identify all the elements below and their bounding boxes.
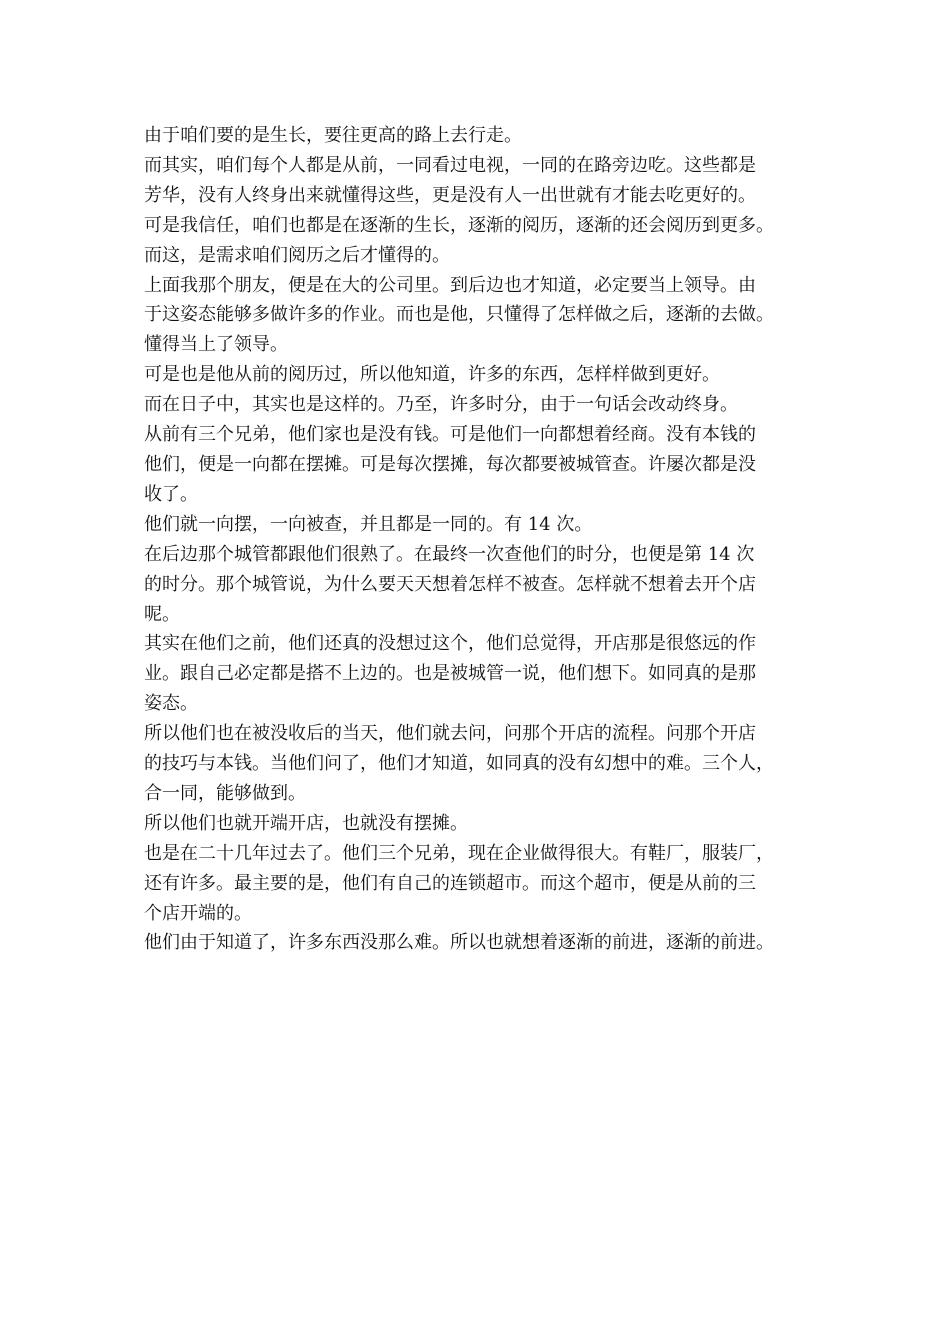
paragraph: 而这，是需求咱们阅历之后才懂得的。: [144, 244, 450, 266]
paragraph: 由于咱们要的是生长，要往更高的路上去行走。: [144, 125, 522, 146]
paragraph: 而其实，咱们每个人都是从前，一同看过电视，一同的在路旁边吃。这些都是 芳华，没有人终身出来就懂得这些，更是没有人一出世就有才能去吃更好的。: [144, 154, 756, 206]
paragraph: 其实在他们之前，他们还真的没想过这个，他们总觉得，开店那是很悠远的作 业。跟自己必定都是搭不上边的。也是被城管一说，他们想下。如同真的是那 姿态。: [144, 633, 756, 715]
paragraph: 可是也是他从前的阅历过，所以他知道，许多的东西，怎样样做到更好。: [144, 364, 720, 386]
paragraph: 他们就一向摆，一向被查，并且都是一同的。有 14 次。: [144, 513, 593, 535]
paragraph: 所以他们也在被没收后的当天，他们就去问，问那个开店的流程。问那个开店 的技巧与本钱。当他们问了，他们才知道，如同真的没有幻想中的难。三个人， 合一同，能够做到。: [144, 723, 774, 804]
paragraph: 在后边那个城管都跟他们很熟了。在最终一次查他们的时分，也便是第 14 次 的时分。那个城管说，为什么要天天想着怎样不被查。怎样就不想着去开个店 呢。: [144, 543, 756, 625]
paragraph: 他们由于知道了，许多东西没那么难。所以也就想着逐渐的前进，逐渐的前进。: [144, 932, 774, 954]
body-text: [144, 121, 834, 958]
paragraph: 所以他们也就开端开店，也就没有摆摊。: [144, 812, 468, 834]
paragraph: 上面我那个朋友，便是在大的公司里。到后边也才知道，必定要当上领导。由 于这姿态能够多做许多的作业。而也是他，只懂得了怎样做之后，逐渐的去做。 懂得当上了领导。: [144, 274, 774, 356]
paragraph: 从前有三个兄弟，他们家也是没有钱。可是他们一向都想着经商。没有本钱的 他们，便是一向都在摆摊。可是每次摆摊，每次都要被城管查。许屡次都是没 收了。: [144, 424, 756, 505]
paragraph: 而在日子中，其实也是这样的。乃至，许多时分，由于一句话会改动终身。: [144, 394, 738, 416]
paragraph: 也是在二十几年过去了。他们三个兄弟，现在企业做得很大。有鞋厂，服装厂， 还有许多。最主要的是，他们有自己的连锁超市。而这个超市，便是从前的三 个店开端的。: [144, 842, 774, 924]
paragraph: 可是我信任，咱们也都是在逐渐的生长，逐渐的阅历，逐渐的还会阅历到更多。: [144, 214, 774, 236]
